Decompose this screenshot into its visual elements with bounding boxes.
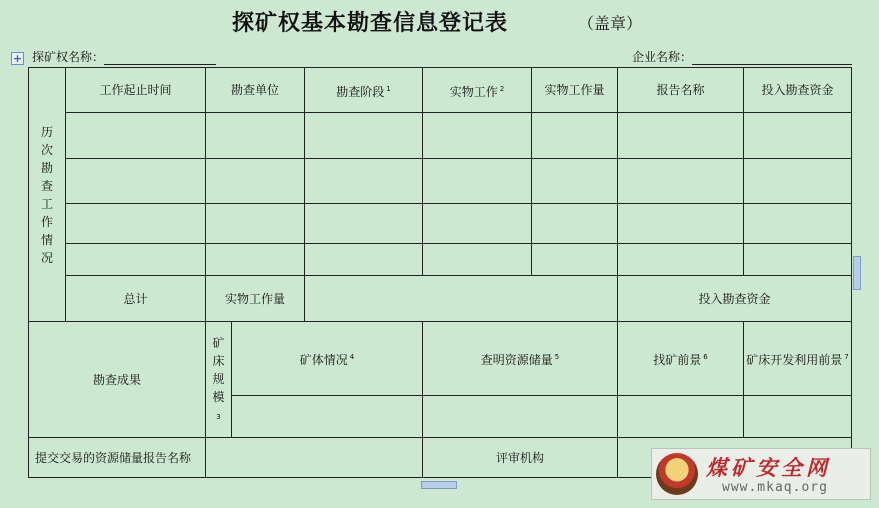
summary-physical-amount-cell (206, 276, 305, 322)
history-label-cell (29, 68, 66, 322)
footnote-4: 4 (349, 353, 355, 361)
table-cell[interactable] (423, 113, 532, 159)
utilization-cell (744, 322, 852, 396)
table-cell[interactable] (66, 113, 206, 159)
table-cell[interactable] (618, 113, 744, 159)
table-cell[interactable] (744, 204, 852, 244)
footnote-7: 7 (844, 353, 849, 361)
table-cell[interactable] (66, 204, 206, 244)
results-label-cell (29, 322, 206, 438)
col-physical-amount-label: 实物工作量 (544, 83, 605, 97)
table-cell[interactable] (206, 159, 305, 204)
col-physical-amount (532, 68, 618, 113)
review-label-cell (423, 438, 618, 478)
deposit-scale-cell (206, 322, 232, 438)
exploration-right-label: 探矿权名称： (32, 50, 105, 64)
table-cell[interactable] (744, 159, 852, 204)
table-row (29, 113, 852, 159)
col-unit-label: 勘查单位 (231, 83, 280, 97)
mine-logo-icon (656, 453, 698, 495)
exploration-right-name-line[interactable] (104, 52, 216, 65)
watermark-url: www.mkaq.org (722, 480, 828, 495)
col-period-label: 工作起止时间 (99, 83, 172, 97)
reserves-cell (423, 322, 618, 396)
review-label: 评审机构 (496, 450, 545, 465)
summary-row (29, 276, 852, 322)
orebody-cell (232, 322, 423, 396)
table-cell[interactable] (423, 244, 532, 276)
company-name-line[interactable] (692, 52, 852, 65)
summary-investment-cell (618, 276, 852, 322)
watermark-site-name: 煤矿安全网 (706, 455, 831, 480)
table-row (29, 159, 852, 204)
col-unit (206, 68, 305, 113)
table-cell[interactable] (532, 204, 618, 244)
resize-handle-right[interactable] (853, 256, 861, 290)
table-cell[interactable] (305, 204, 423, 244)
table-cell[interactable] (618, 159, 744, 204)
footnote-5: 5 (554, 353, 560, 361)
summary-physical-amount-label: 实物工作量 (225, 291, 286, 306)
resize-handle-bottom[interactable] (421, 481, 457, 489)
table-cell[interactable] (66, 159, 206, 204)
orebody-label: 矿体情况 (299, 353, 348, 367)
registration-table (28, 67, 852, 478)
utilization-value[interactable] (744, 396, 852, 438)
prospect-label: 找矿前景 (653, 353, 702, 367)
col-investment (744, 68, 852, 113)
table-cell[interactable] (744, 113, 852, 159)
col-investment-label: 投入勘查资金 (761, 83, 834, 97)
orebody-value[interactable] (232, 396, 423, 438)
report-name-value[interactable] (206, 438, 423, 478)
footnote-2: 2 (499, 84, 505, 93)
table-cell[interactable] (305, 159, 423, 204)
summary-total-label: 总计 (123, 291, 148, 306)
reserves-label: 查明资源储量 (480, 353, 553, 367)
table-move-handle-icon[interactable]: + (12, 52, 23, 65)
header-row (29, 68, 852, 113)
results-label: 勘查成果 (92, 372, 141, 387)
footnote-3: 3 (216, 412, 221, 421)
reserves-value[interactable] (423, 396, 618, 438)
seal-note: （盖章） (578, 14, 643, 33)
col-report (618, 68, 744, 113)
table-cell[interactable] (305, 113, 423, 159)
footnote-6: 6 (703, 353, 708, 361)
footnote-1: 1 (386, 84, 391, 93)
col-physical (423, 68, 532, 113)
table-cell[interactable] (532, 244, 618, 276)
col-stage-label: 勘查阶段 (336, 84, 385, 99)
summary-investment-label: 投入勘查资金 (698, 291, 771, 306)
col-stage (305, 68, 423, 113)
col-period (66, 68, 206, 113)
title-row (0, 4, 879, 38)
table-cell[interactable] (206, 204, 305, 244)
history-label: 历次勘查工作情况 (40, 124, 53, 265)
company-name-label: 企业名称： (632, 50, 693, 64)
table-cell[interactable] (206, 244, 305, 276)
report-name-label: 提交交易的资源储量报告名称 (35, 450, 192, 465)
deposit-scale-label: 矿床规模 (212, 335, 225, 404)
document-title: 探矿权基本勘查信息登记表 (232, 10, 509, 36)
table-cell[interactable] (423, 204, 532, 244)
summary-physical-amount-value[interactable] (305, 276, 618, 322)
table-cell[interactable] (618, 244, 744, 276)
col-report-label: 报告名称 (656, 83, 705, 97)
exploration-right-name-field (32, 48, 216, 65)
company-name-field (632, 48, 852, 65)
table-cell[interactable] (618, 204, 744, 244)
prospect-value[interactable] (618, 396, 744, 438)
report-name-label-cell (29, 438, 206, 478)
results-header-row (29, 322, 852, 396)
table-cell[interactable] (66, 244, 206, 276)
utilization-label: 矿床开发利用前景 (746, 353, 843, 367)
table-cell[interactable] (423, 159, 532, 204)
col-physical-label: 实物工作 (449, 84, 498, 99)
site-watermark (651, 448, 871, 500)
prospect-cell (618, 322, 744, 396)
table-row (29, 244, 852, 276)
summary-total-cell (66, 276, 206, 322)
table-cell[interactable] (206, 113, 305, 159)
table-cell[interactable] (305, 244, 423, 276)
table-cell[interactable] (744, 244, 852, 276)
table-row (29, 204, 852, 244)
table-cell[interactable] (532, 113, 618, 159)
table-cell[interactable] (532, 159, 618, 204)
